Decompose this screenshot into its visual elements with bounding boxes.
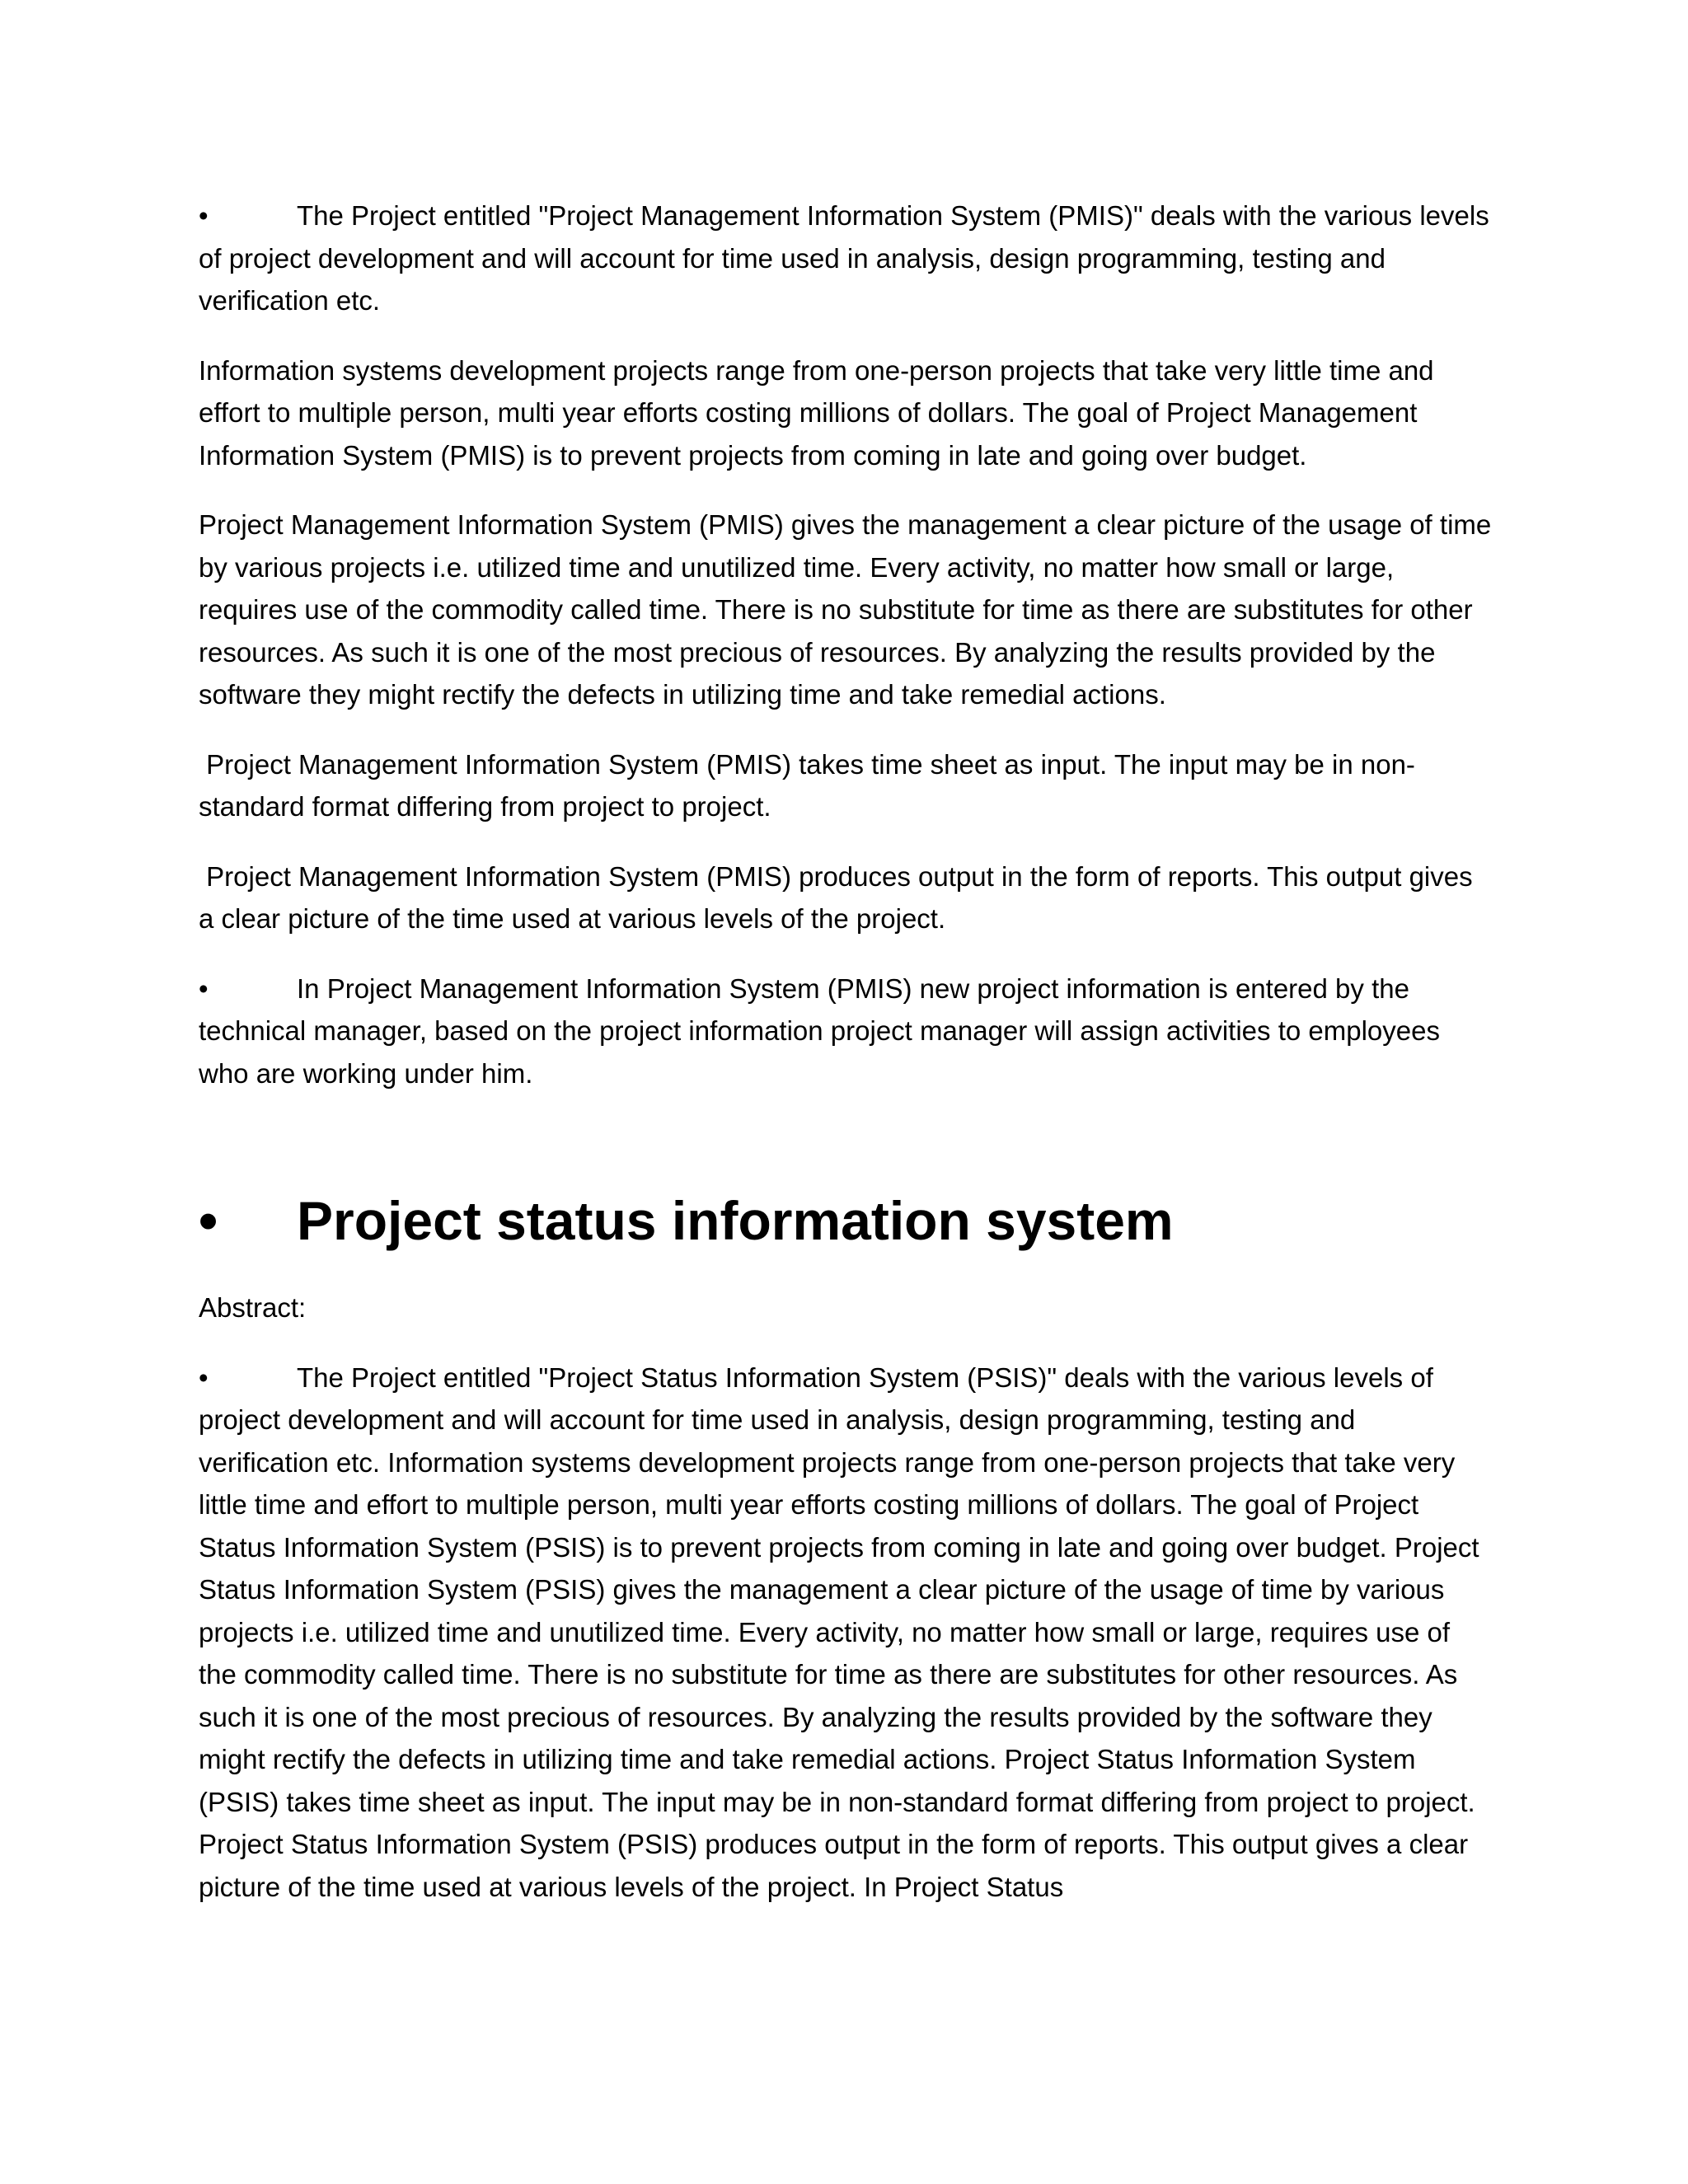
bullet-icon: • xyxy=(199,1361,209,1393)
paragraph-pmis-goal xyxy=(199,349,1493,477)
paragraph-text: Project Management Information System (PMIS) gives the management a clear picture of the usage of time by various projects i.e. utilized time and unutilized time. Every activity, no matter how small or large, requires use of the commodity called time. There is no substitute for time as there are substitutes for other resources. As such it is one of the most precious of resources. By analyzing the results provided by the software they might rectify the defects in utilizing time and take remedial actions. xyxy=(199,509,1492,710)
section-heading xyxy=(199,1188,1493,1254)
section-heading-text: Project status information system xyxy=(297,1190,1174,1251)
paragraph-pmis-manager xyxy=(199,968,1493,1095)
paragraph-text: In Project Management Information System (PMIS) new project information is entered by the technical manager, based on the project information project manager will assign activities to employees who are working under him. xyxy=(199,972,1440,1089)
paragraph-text: Project Management Information System (PMIS) produces output in the form of reports. This output gives a clear picture of the time used at various levels of the project. xyxy=(199,860,1480,934)
paragraph-pmis-input xyxy=(199,743,1493,828)
bullet-icon: • xyxy=(199,200,209,231)
bullet-icon: • xyxy=(199,1190,218,1251)
paragraph-pmis-output xyxy=(199,855,1493,940)
paragraph-text: Information systems development projects range from one-person projects that take very little time and effort to multiple person, multi year efforts costing millions of dollars. The goal of Project Management Information System (PMIS) is to prevent projects from coming in late and going over budget. xyxy=(199,354,1434,471)
paragraph-pmis-usage xyxy=(199,504,1493,716)
paragraph-psis-abstract xyxy=(199,1357,1493,1909)
abstract-label xyxy=(199,1286,1493,1329)
document-body xyxy=(199,194,1493,1935)
bullet-icon: • xyxy=(199,972,209,1004)
paragraph-text: The Project entitled "Project Management Information System (PMIS)" deals with the various levels of project development and will account for time used in analysis, design programming, testing and verification etc. xyxy=(199,200,1489,316)
paragraph-text: The Project entitled "Project Status Information System (PSIS)" deals with the various levels of project development and will account for time used in analysis, design programming, testing and verification etc. Information systems development projects range from one-person projects that take very little time and effort to multiple person, multi year efforts costing millions of dollars. The goal of Project Status Information System (PSIS) is to prevent projects from coming in late and going over budget. Project Status Information System (PSIS) gives the management a clear picture of the usage of time by various projects i.e. utilized time and unutilized time. Every activity, no matter how small or large, requires use of the commodity called time. There is no substitute for time as there are substitutes for other resources. As such it is one of the most precious of resources. By analyzing the results provided by the software they might rectify the defects in utilizing time and take remedial actions. Project Status Information System (PSIS) takes time sheet as input. The input may be in non-standard format differing from project to project. Project Status Information System (PSIS) produces output in the form of reports. This output gives a clear picture of the time used at various levels of the project. In Project Status xyxy=(199,1361,1479,1902)
section-spacer xyxy=(199,1122,1493,1188)
paragraph-text: Project Management Information System (PMIS) takes time sheet as input. The input may be in non-standard format differing from project to project. xyxy=(199,748,1415,822)
abstract-label-text: Abstract: xyxy=(199,1292,307,1323)
paragraph-pmis-intro xyxy=(199,194,1493,322)
